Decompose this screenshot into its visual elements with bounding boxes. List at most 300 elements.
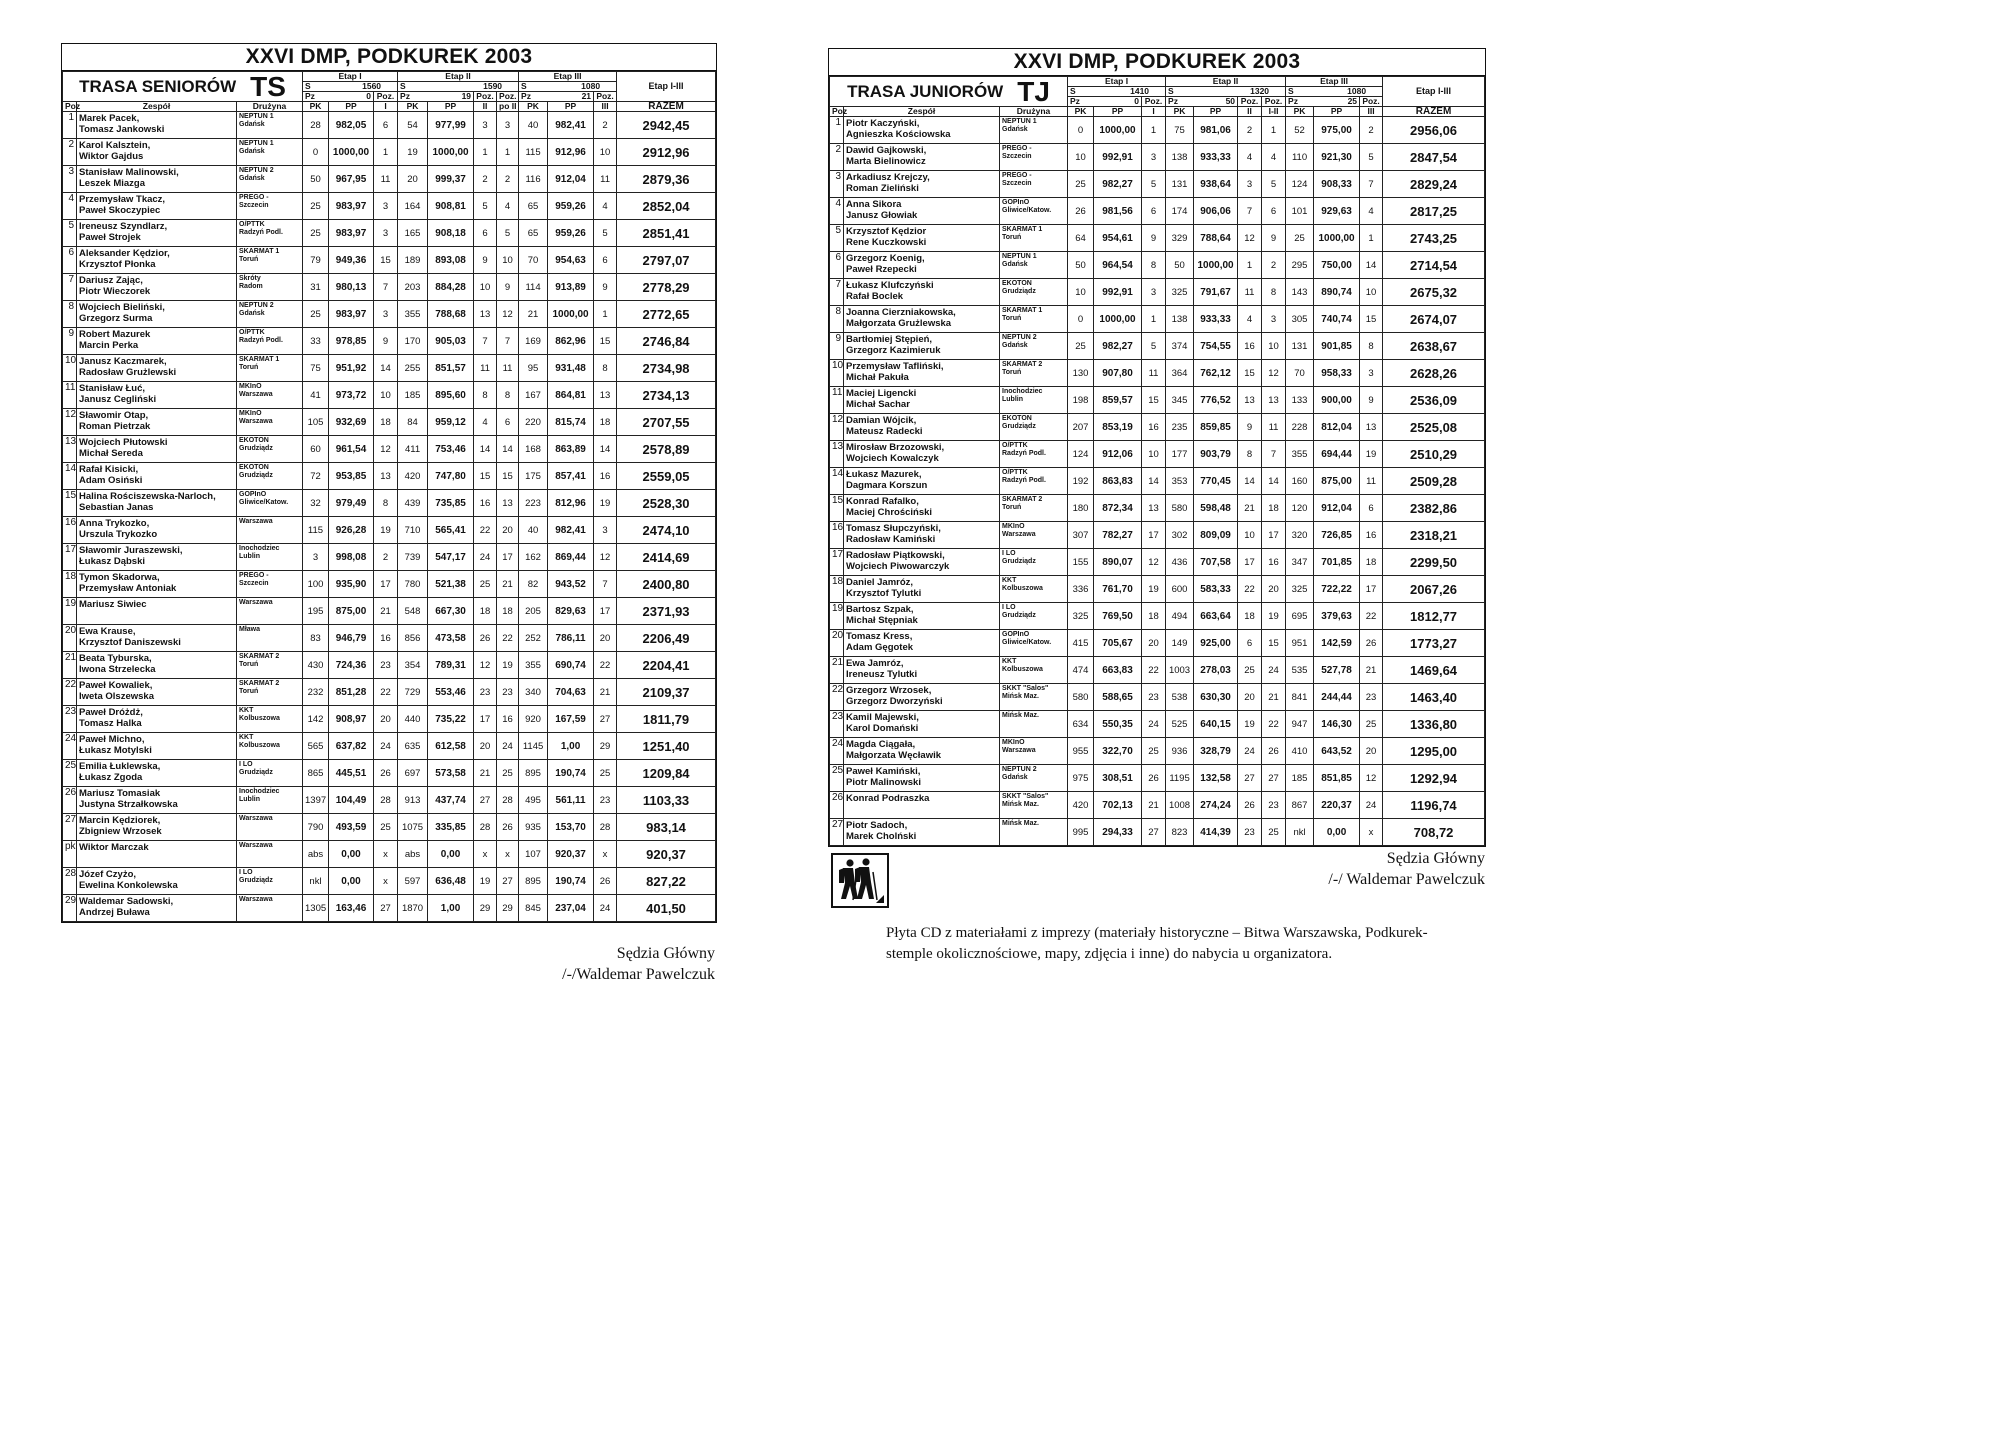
etap3-pp: 701,85 xyxy=(1314,549,1360,576)
etap2-pk: 75 xyxy=(1166,117,1194,144)
etap3-pk: 495 xyxy=(519,787,548,814)
total-points: 1812,77 xyxy=(1383,603,1485,630)
etap2-pp: 521,38 xyxy=(428,571,474,598)
etap1-pp: 992,91 xyxy=(1094,144,1142,171)
etap1-pk: 955 xyxy=(1068,738,1094,765)
etap3-pp: 244,44 xyxy=(1314,684,1360,711)
club xyxy=(237,139,303,166)
judge-title: Sędzia Główny xyxy=(1386,850,1485,867)
seniors-title: XXVI DMP, PODKUREK 2003 xyxy=(62,44,716,71)
etap2-place: 13 xyxy=(1238,387,1262,414)
team-members xyxy=(77,382,237,409)
table-row xyxy=(830,576,1485,603)
club-line: Szczecin xyxy=(1002,153,1032,160)
position: 25 xyxy=(830,765,844,792)
etap2-place: 17 xyxy=(474,706,497,733)
club-line: Gdańsk xyxy=(239,310,265,317)
etap2-pk: 345 xyxy=(1166,387,1194,414)
member-name: Grzegorz Koenig, xyxy=(846,253,925,264)
etap3-place: 29 xyxy=(594,733,617,760)
team-members xyxy=(77,814,237,841)
penalty-value: 19 xyxy=(461,91,472,101)
club xyxy=(237,166,303,193)
position: 24 xyxy=(830,738,844,765)
etap1-place: 6 xyxy=(1142,198,1166,225)
etap1-pk: 100 xyxy=(303,571,329,598)
etap3-pp: 913,89 xyxy=(548,274,594,301)
club-line: Toruń xyxy=(239,688,259,695)
position: 18 xyxy=(830,576,844,603)
etap2-pp: 809,09 xyxy=(1194,522,1238,549)
member-name: Janusz Cegliński xyxy=(79,394,157,405)
cumulative-place: 17 xyxy=(1262,522,1286,549)
club-line: Gdańsk xyxy=(1002,774,1028,781)
pp-header: PP xyxy=(1094,107,1142,117)
etap1-pk: 60 xyxy=(303,436,329,463)
etap3-pp: 862,96 xyxy=(548,328,594,355)
etap2-pk: 149 xyxy=(1166,630,1194,657)
etap2-pk: 823 xyxy=(1166,819,1194,846)
etap1-pk: 50 xyxy=(1068,252,1094,279)
club-line: Toruń xyxy=(1002,504,1022,511)
club xyxy=(1000,657,1068,684)
etap3-pk: 131 xyxy=(1286,333,1314,360)
club-line: EKOTON xyxy=(1002,415,1032,422)
etap2-place: 3 xyxy=(1238,171,1262,198)
club-line: Szczecin xyxy=(239,202,269,209)
penalty-label: Pz xyxy=(1288,96,1298,106)
member-name: Mariusz Tomasiak xyxy=(79,788,161,799)
total-points: 2675,32 xyxy=(1383,279,1485,306)
team-members xyxy=(844,684,1000,711)
position: 10 xyxy=(830,360,844,387)
etap3-pp: 863,89 xyxy=(548,436,594,463)
club xyxy=(1000,603,1068,630)
cumulative-place: 11 xyxy=(1262,414,1286,441)
etap2-pp: 747,80 xyxy=(428,463,474,490)
club xyxy=(237,490,303,517)
etap2-pp: 933,33 xyxy=(1194,306,1238,333)
etap1-pk: 180 xyxy=(1068,495,1094,522)
etap1-pk: 865 xyxy=(303,760,329,787)
team-members xyxy=(844,576,1000,603)
etap3-place: 1 xyxy=(1360,225,1383,252)
etap2-pk: 354 xyxy=(398,652,428,679)
etap1-place: 5 xyxy=(1142,333,1166,360)
etap3-pk: 695 xyxy=(1286,603,1314,630)
etap1-pp: 769,50 xyxy=(1094,603,1142,630)
table-row xyxy=(830,333,1485,360)
etap3-pp: 167,59 xyxy=(548,706,594,733)
table-row xyxy=(830,117,1485,144)
etap2-place: 8 xyxy=(474,382,497,409)
cumulative-place: 24 xyxy=(1262,657,1286,684)
team-members xyxy=(77,517,237,544)
club xyxy=(237,328,303,355)
etap2-pp: 663,64 xyxy=(1194,603,1238,630)
etap3-place: 25 xyxy=(594,760,617,787)
penalty-label: Pz xyxy=(1070,96,1080,106)
etap3-pp: 722,22 xyxy=(1314,576,1360,603)
member-name: Krzysztof Płonka xyxy=(79,259,156,270)
etap3-pk: 70 xyxy=(1286,360,1314,387)
etap2-pp: 735,85 xyxy=(428,490,474,517)
table-row xyxy=(63,220,716,247)
etap1-distance xyxy=(303,82,398,92)
etap3-pp: 527,78 xyxy=(1314,657,1360,684)
member-name: Józef Czyżo, xyxy=(79,869,137,880)
etap2-place: 15 xyxy=(1238,360,1262,387)
total-points: 2851,41 xyxy=(617,220,716,247)
total-points: 2371,93 xyxy=(617,598,716,625)
total-points: 1292,94 xyxy=(1383,765,1485,792)
total-points: 827,22 xyxy=(617,868,716,895)
etap3-pp: 982,41 xyxy=(548,112,594,139)
table-row xyxy=(63,706,716,733)
member-name: Tomasz Jankowski xyxy=(79,124,165,135)
etap3-pk: 340 xyxy=(519,679,548,706)
cumulative-place: 22 xyxy=(497,625,519,652)
poz-header: Poz. xyxy=(474,92,497,102)
etap1-pk: 25 xyxy=(303,301,329,328)
etap3-place: 20 xyxy=(594,625,617,652)
club-line: Toruń xyxy=(239,661,259,668)
member-name: Marta Bielinowicz xyxy=(846,156,926,167)
etap2-pk: 525 xyxy=(1166,711,1194,738)
member-name: Michał Sachar xyxy=(846,399,910,410)
etap2-pk: 710 xyxy=(398,517,428,544)
razem-header: RAZEM xyxy=(617,102,716,112)
member-name: Małgorzata Węcławik xyxy=(846,750,942,761)
position: 21 xyxy=(830,657,844,684)
etap1-pk: 790 xyxy=(303,814,329,841)
cumulative-place: 13 xyxy=(497,490,519,517)
etap2-pp: 553,46 xyxy=(428,679,474,706)
etap2-pp: 547,17 xyxy=(428,544,474,571)
member-name: Justyna Strzałkowska xyxy=(79,799,178,810)
member-name: Sebastian Janas xyxy=(79,502,154,513)
etap1-pk: 72 xyxy=(303,463,329,490)
etap2-pk: 131 xyxy=(1166,171,1194,198)
total-points: 1336,80 xyxy=(1383,711,1485,738)
position: 15 xyxy=(63,490,77,517)
club-line: Mińsk Maz. xyxy=(1002,693,1039,700)
member-name: Rene Kuczkowski xyxy=(846,237,927,248)
cumulative-place: 15 xyxy=(497,463,519,490)
total-points: 2206,49 xyxy=(617,625,716,652)
team-members xyxy=(77,247,237,274)
etap1-pp: 0,00 xyxy=(329,841,374,868)
etap2-place: 27 xyxy=(1238,765,1262,792)
table-row xyxy=(830,792,1485,819)
etap2-pp: 335,85 xyxy=(428,814,474,841)
etap3-pp: 237,04 xyxy=(548,895,594,922)
etap2-place: 27 xyxy=(474,787,497,814)
etap1-pk: 124 xyxy=(1068,441,1094,468)
etap3-pk: 895 xyxy=(519,868,548,895)
etap1-place: 27 xyxy=(374,895,398,922)
club-line: Gdańsk xyxy=(1002,342,1028,349)
seniors-judge-signature xyxy=(500,943,715,985)
member-name: Paweł Strojek xyxy=(79,232,141,243)
etap1-pk: 75 xyxy=(303,355,329,382)
member-name: Beata Tyburska, xyxy=(79,653,152,664)
etap1-pp: 982,27 xyxy=(1094,171,1142,198)
etap2-pp: 938,64 xyxy=(1194,171,1238,198)
etap3-pk: 52 xyxy=(1286,117,1314,144)
etap3-pp: 920,37 xyxy=(548,841,594,868)
etap1-pk: 0 xyxy=(1068,117,1094,144)
etap2-pp: 583,33 xyxy=(1194,576,1238,603)
club-line: SKARMAT 2 xyxy=(239,680,280,687)
member-name: Krzysztof Kędzior xyxy=(846,226,927,237)
member-name: Sławomir Juraszewski, xyxy=(79,545,183,556)
etap1-place: 2 xyxy=(374,544,398,571)
etap2-place: 18 xyxy=(474,598,497,625)
etap1-pk: 130 xyxy=(1068,360,1094,387)
club xyxy=(1000,792,1068,819)
etap1-pk: 995 xyxy=(1068,819,1094,846)
etap2-place: 4 xyxy=(474,409,497,436)
distance-value: 1590 xyxy=(483,81,503,91)
etap1-pp: 637,82 xyxy=(329,733,374,760)
etap1-pp: 308,51 xyxy=(1094,765,1142,792)
table-row xyxy=(63,328,716,355)
cumulative-place: 14 xyxy=(497,436,519,463)
etap3-pp: 959,26 xyxy=(548,220,594,247)
position: 1 xyxy=(830,117,844,144)
etap1-place: 20 xyxy=(1142,630,1166,657)
etap2-pp: 1,00 xyxy=(428,895,474,922)
etap3-pp: 875,00 xyxy=(1314,468,1360,495)
club xyxy=(237,706,303,733)
etap3-place: 1 xyxy=(594,301,617,328)
team-members xyxy=(77,193,237,220)
member-name: Daniel Jamróz, xyxy=(846,577,914,588)
member-name: Iweta Olszewska xyxy=(79,691,154,702)
etap2-place: 1 xyxy=(474,139,497,166)
club xyxy=(1000,468,1068,495)
team-members xyxy=(844,144,1000,171)
etap1-place: 6 xyxy=(374,112,398,139)
etap1-distance xyxy=(1068,87,1166,97)
etap1-pp: 978,85 xyxy=(329,328,374,355)
juniors-title: XXVI DMP, PODKUREK 2003 xyxy=(829,49,1485,76)
table-row xyxy=(63,733,716,760)
cumulative-place: 23 xyxy=(1262,792,1286,819)
etap3-pk: 70 xyxy=(519,247,548,274)
position: 14 xyxy=(63,463,77,490)
etap2-place: 14 xyxy=(474,436,497,463)
team-members xyxy=(844,495,1000,522)
etap2-place: 21 xyxy=(474,760,497,787)
distance-value: 1080 xyxy=(581,81,601,91)
etap3-pp: 958,33 xyxy=(1314,360,1360,387)
club-line: Mińsk Maz. xyxy=(1002,801,1039,808)
etap2-pk: 329 xyxy=(1166,225,1194,252)
club-line: Szczecin xyxy=(239,580,269,587)
cumulative-place: 2 xyxy=(497,166,519,193)
etap1-place: 1 xyxy=(1142,117,1166,144)
etap3-pk: 935 xyxy=(519,814,548,841)
member-name: Łukasz Mazurek, xyxy=(846,469,922,480)
etap3-pp: 943,52 xyxy=(548,571,594,598)
team-members xyxy=(844,117,1000,144)
club xyxy=(237,814,303,841)
etap1-pk: 28 xyxy=(303,112,329,139)
member-name: Łukasz Klufczyński xyxy=(846,280,934,291)
etap3-place: 23 xyxy=(1360,684,1383,711)
etap3-place: 7 xyxy=(594,571,617,598)
team-members xyxy=(77,733,237,760)
etap1-place: 3 xyxy=(374,301,398,328)
etap3-place: 11 xyxy=(1360,468,1383,495)
cumulative-place: 26 xyxy=(1262,738,1286,765)
etap3-pp: 929,63 xyxy=(1314,198,1360,225)
position: 4 xyxy=(63,193,77,220)
club xyxy=(1000,819,1068,846)
etap2-place: 1 xyxy=(1238,252,1262,279)
club-line: PREGO - xyxy=(1002,145,1032,152)
etap2-place: 28 xyxy=(474,814,497,841)
member-name: Magda Ciągała, xyxy=(846,739,916,750)
club-line: Grudziądz xyxy=(1002,612,1036,619)
etap2-place: 7 xyxy=(1238,198,1262,225)
table-row xyxy=(830,765,1485,792)
etap2-distance xyxy=(398,82,519,92)
etap2-penalty xyxy=(398,92,474,102)
etap1-pp: 104,49 xyxy=(329,787,374,814)
etap3-place: 3 xyxy=(1360,360,1383,387)
table-row xyxy=(830,522,1485,549)
club-line: Radzyń Podl. xyxy=(1002,477,1046,484)
team-members xyxy=(844,414,1000,441)
etap1-pp: 493,59 xyxy=(329,814,374,841)
etap3-pp: 912,04 xyxy=(1314,495,1360,522)
total-points: 1773,27 xyxy=(1383,630,1485,657)
club-line: KKT xyxy=(1002,658,1017,665)
club xyxy=(1000,495,1068,522)
seniors-results-table xyxy=(61,43,717,923)
etap2-pp: 636,48 xyxy=(428,868,474,895)
etap2-pk: 174 xyxy=(1166,198,1194,225)
team-members xyxy=(77,841,237,868)
club-line: EKOTON xyxy=(239,464,269,471)
etap1-place: 3 xyxy=(374,220,398,247)
etap2-pp: 908,81 xyxy=(428,193,474,220)
club-line: Warszawa xyxy=(239,518,273,525)
position: 29 xyxy=(63,895,77,922)
total-points: 2942,45 xyxy=(617,112,716,139)
etap3-pk: 220 xyxy=(519,409,548,436)
etap1-pp: 967,95 xyxy=(329,166,374,193)
etap2-pp: 788,64 xyxy=(1194,225,1238,252)
club-line: SKARMAT 1 xyxy=(239,356,280,363)
etap2-pp: 933,33 xyxy=(1194,144,1238,171)
etap3-pk: 110 xyxy=(1286,144,1314,171)
position: 9 xyxy=(830,333,844,360)
etap2-pk: 635 xyxy=(398,733,428,760)
position: 20 xyxy=(63,625,77,652)
etap3-pp: 786,11 xyxy=(548,625,594,652)
razem-header: RAZEM xyxy=(1383,107,1485,117)
club-line: PREGO - xyxy=(239,194,269,201)
etap1-pp: 983,97 xyxy=(329,220,374,247)
etap3-pk: 841 xyxy=(1286,684,1314,711)
etap3-place: 4 xyxy=(1360,198,1383,225)
cumulative-place: 3 xyxy=(497,112,519,139)
cumulative-place: 25 xyxy=(1262,819,1286,846)
total-points: 2525,08 xyxy=(1383,414,1485,441)
club-header: Drużyna xyxy=(1000,107,1068,117)
etap3-place: 24 xyxy=(1360,792,1383,819)
team-members xyxy=(77,598,237,625)
etap3-place: 5 xyxy=(1360,144,1383,171)
club-line: Inochodziec xyxy=(239,788,280,795)
cumulative-place: 5 xyxy=(497,220,519,247)
etap3-pk: 40 xyxy=(519,517,548,544)
etap2-place: 26 xyxy=(474,625,497,652)
pk-header: PK xyxy=(519,102,548,112)
member-name: Adam Gęgotek xyxy=(846,642,914,653)
etap2-pp: 999,37 xyxy=(428,166,474,193)
cumulative-place: 21 xyxy=(1262,684,1286,711)
team-members xyxy=(77,301,237,328)
etap1-place: 22 xyxy=(374,679,398,706)
member-name: Piotr Kaczyński, xyxy=(846,118,920,129)
member-name: Dawid Gajkowski, xyxy=(846,145,927,156)
penalty-value: 50 xyxy=(1225,96,1236,106)
table-row xyxy=(63,355,716,382)
club-line: SKARMAT 1 xyxy=(1002,307,1043,314)
etap3-pp: 153,70 xyxy=(548,814,594,841)
team-members xyxy=(844,306,1000,333)
club xyxy=(1000,630,1068,657)
etap3-pk: 162 xyxy=(519,544,548,571)
etap3-place: 20 xyxy=(1360,738,1383,765)
etap1-pp: 890,07 xyxy=(1094,549,1142,576)
etap1-pp: 859,57 xyxy=(1094,387,1142,414)
total-points: 2714,54 xyxy=(1383,252,1485,279)
position: 16 xyxy=(830,522,844,549)
etap2-pk: 538 xyxy=(1166,684,1194,711)
etap1-header: Etap I xyxy=(303,72,398,82)
total-points: 2628,26 xyxy=(1383,360,1485,387)
cumulative-place: 9 xyxy=(497,274,519,301)
member-name: Halina Rościszewska-Narloch, xyxy=(79,491,216,502)
cumulative-place: 3 xyxy=(1262,306,1286,333)
club-line: Toruń xyxy=(1002,234,1022,241)
club-line: Radzyń Podl. xyxy=(1002,450,1046,457)
cumulative-place: 4 xyxy=(1262,144,1286,171)
cumulative-place: 19 xyxy=(1262,603,1286,630)
total-points: 1469,64 xyxy=(1383,657,1485,684)
club-line: Warszawa xyxy=(239,842,273,849)
etap3-place: 22 xyxy=(594,652,617,679)
etap3-pp: 869,44 xyxy=(548,544,594,571)
table-row xyxy=(63,301,716,328)
etap3-pk: 115 xyxy=(519,139,548,166)
club-line: I LO xyxy=(239,869,253,876)
penalty-value: 0 xyxy=(1134,96,1139,106)
etap2-pp: 895,60 xyxy=(428,382,474,409)
member-name: Krzysztof Daniszewski xyxy=(79,637,181,648)
member-name: Joanna Cierzniakowska, xyxy=(846,307,956,318)
etap2-place: 24 xyxy=(1238,738,1262,765)
position: 1 xyxy=(63,112,77,139)
club-line: SKARMAT 1 xyxy=(239,248,280,255)
etap3-place: 15 xyxy=(1360,306,1383,333)
